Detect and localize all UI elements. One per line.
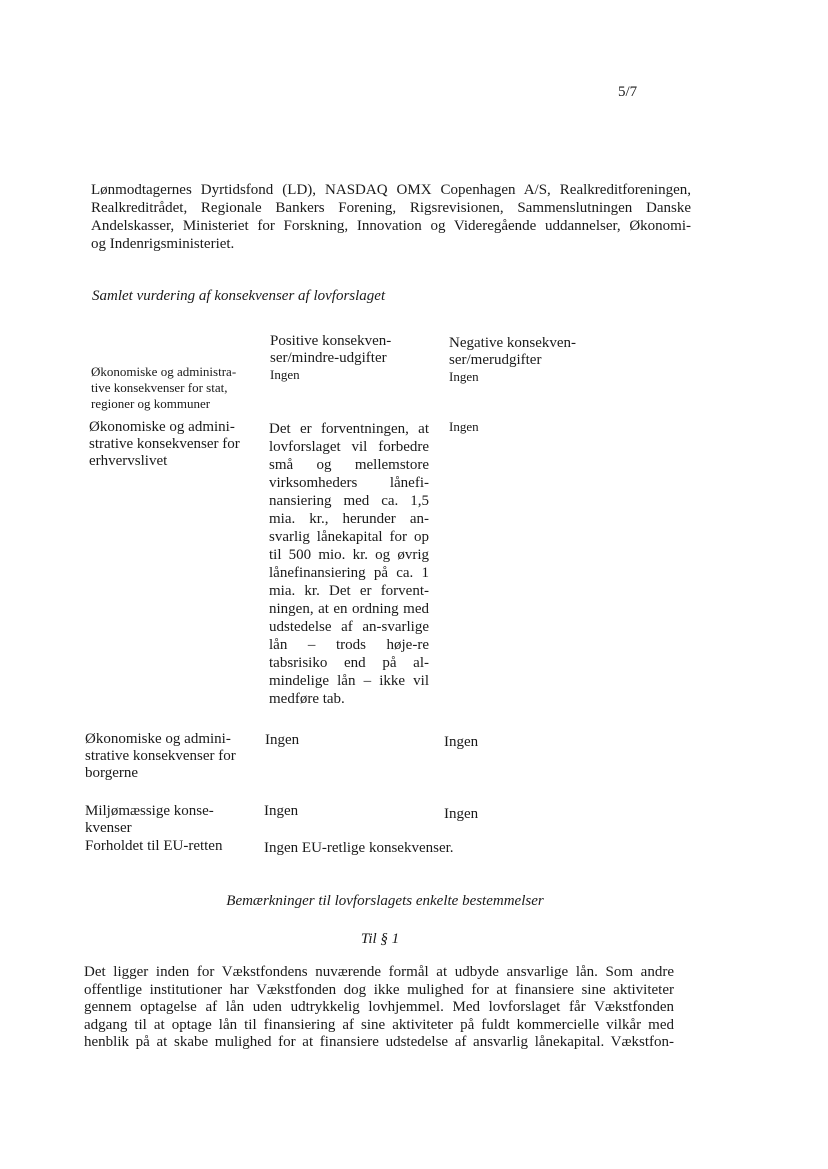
row-merged-eu: Ingen EU-retlige konsekvenser.: [264, 840, 454, 856]
body-paragraph: [84, 964, 674, 1052]
row-positive-state: Ingen: [270, 367, 300, 382]
row-label-business: Økonomiske og admini- strative konsekvenser for erhvervslivet: [89, 419, 240, 469]
column-header-positive: Positive konsekven- ser/mindre-udgifter: [270, 333, 392, 366]
row-label-citizens: Økonomiske og admini- strative konsekvenser for borgerne: [85, 731, 236, 781]
row-positive-business: Det er forventningen, at lovforslaget vil forbedre små og mellemstore virksomheders lånefi-nansiering med ca. 1,5 mia. kr., herunder an-svarlig lånekapital for op til 500 mio. kr. og øvrig lånefinansiering på ca. 1 mia. kr. Det er forvent-ningen, at en ordning med udstedelse af an-svarlige lån – trods høje-re tabsrisiko end på al-mindelige lån – ikke vil medføre tab.: [269, 421, 429, 707]
section-heading: Samlet vurdering af konsekvenser af lovforslaget: [92, 288, 386, 304]
row-negative-business: Ingen: [449, 419, 479, 434]
intro-line: Lønmodtagernes Dyrtidsfond (LD), NASDAQ OMX Copenhagen A/S, Realkreditforeningen,: [91, 182, 691, 198]
body-line: adgang til at optage lån til finansiering af sine aktiviteter på fuldt kommercielle vilkår med: [84, 1016, 674, 1033]
row-negative-citizens: Ingen: [444, 734, 479, 750]
row-positive-environment: Ingen: [264, 803, 299, 819]
row-label-state: Økonomiske og administra- tive konsekvenser for stat, regioner og kommuner: [91, 364, 237, 411]
column-header-negative: Negative konsekven- ser/merudgifter: [449, 335, 577, 368]
page-number: 5/7: [618, 84, 638, 100]
row-negative-environment: Ingen: [444, 806, 479, 822]
row-label-environment: Miljømæssige konse- kvenser: [85, 803, 214, 836]
paragraph-heading: Til § 1: [360, 931, 400, 947]
row-label-eu: Forholdet til EU-retten: [85, 838, 223, 854]
intro-paragraph: [91, 181, 691, 253]
row-positive-citizens: Ingen: [265, 732, 300, 748]
body-line: henblik på at skabe mulighed for at finansiere udstedelse af ansvarlig lånekapital. Vækstfon-: [84, 1034, 674, 1050]
remarks-heading: Bemærkninger til lovforslagets enkelte bestemmelser: [226, 893, 544, 909]
intro-line: Andelskasser, Ministeriet for Forskning, Innovation og Videregående uddannelser, Økonomi-: [91, 218, 691, 234]
intro-line: Realkreditrådet, Regionale Bankers Forening, Rigsrevisionen, Sammenslutningen Danske: [91, 200, 691, 216]
row-negative-state: Ingen: [449, 369, 479, 384]
body-line: gennem optagelse af lån uden udtrykkelig lovhjemmel. Med lovforslaget får Vækstfonden: [84, 999, 674, 1015]
body-line: Det ligger inden for Vækstfondens nuværende formål at udbyde ansvarlige lån. Som andre: [84, 964, 674, 980]
body-line: offentlige institutioner har Vækstfonden dog ikke mulighed for at finansiere sine aktiviteter: [84, 981, 674, 998]
intro-line: og Indenrigsministeriet.: [91, 236, 235, 252]
